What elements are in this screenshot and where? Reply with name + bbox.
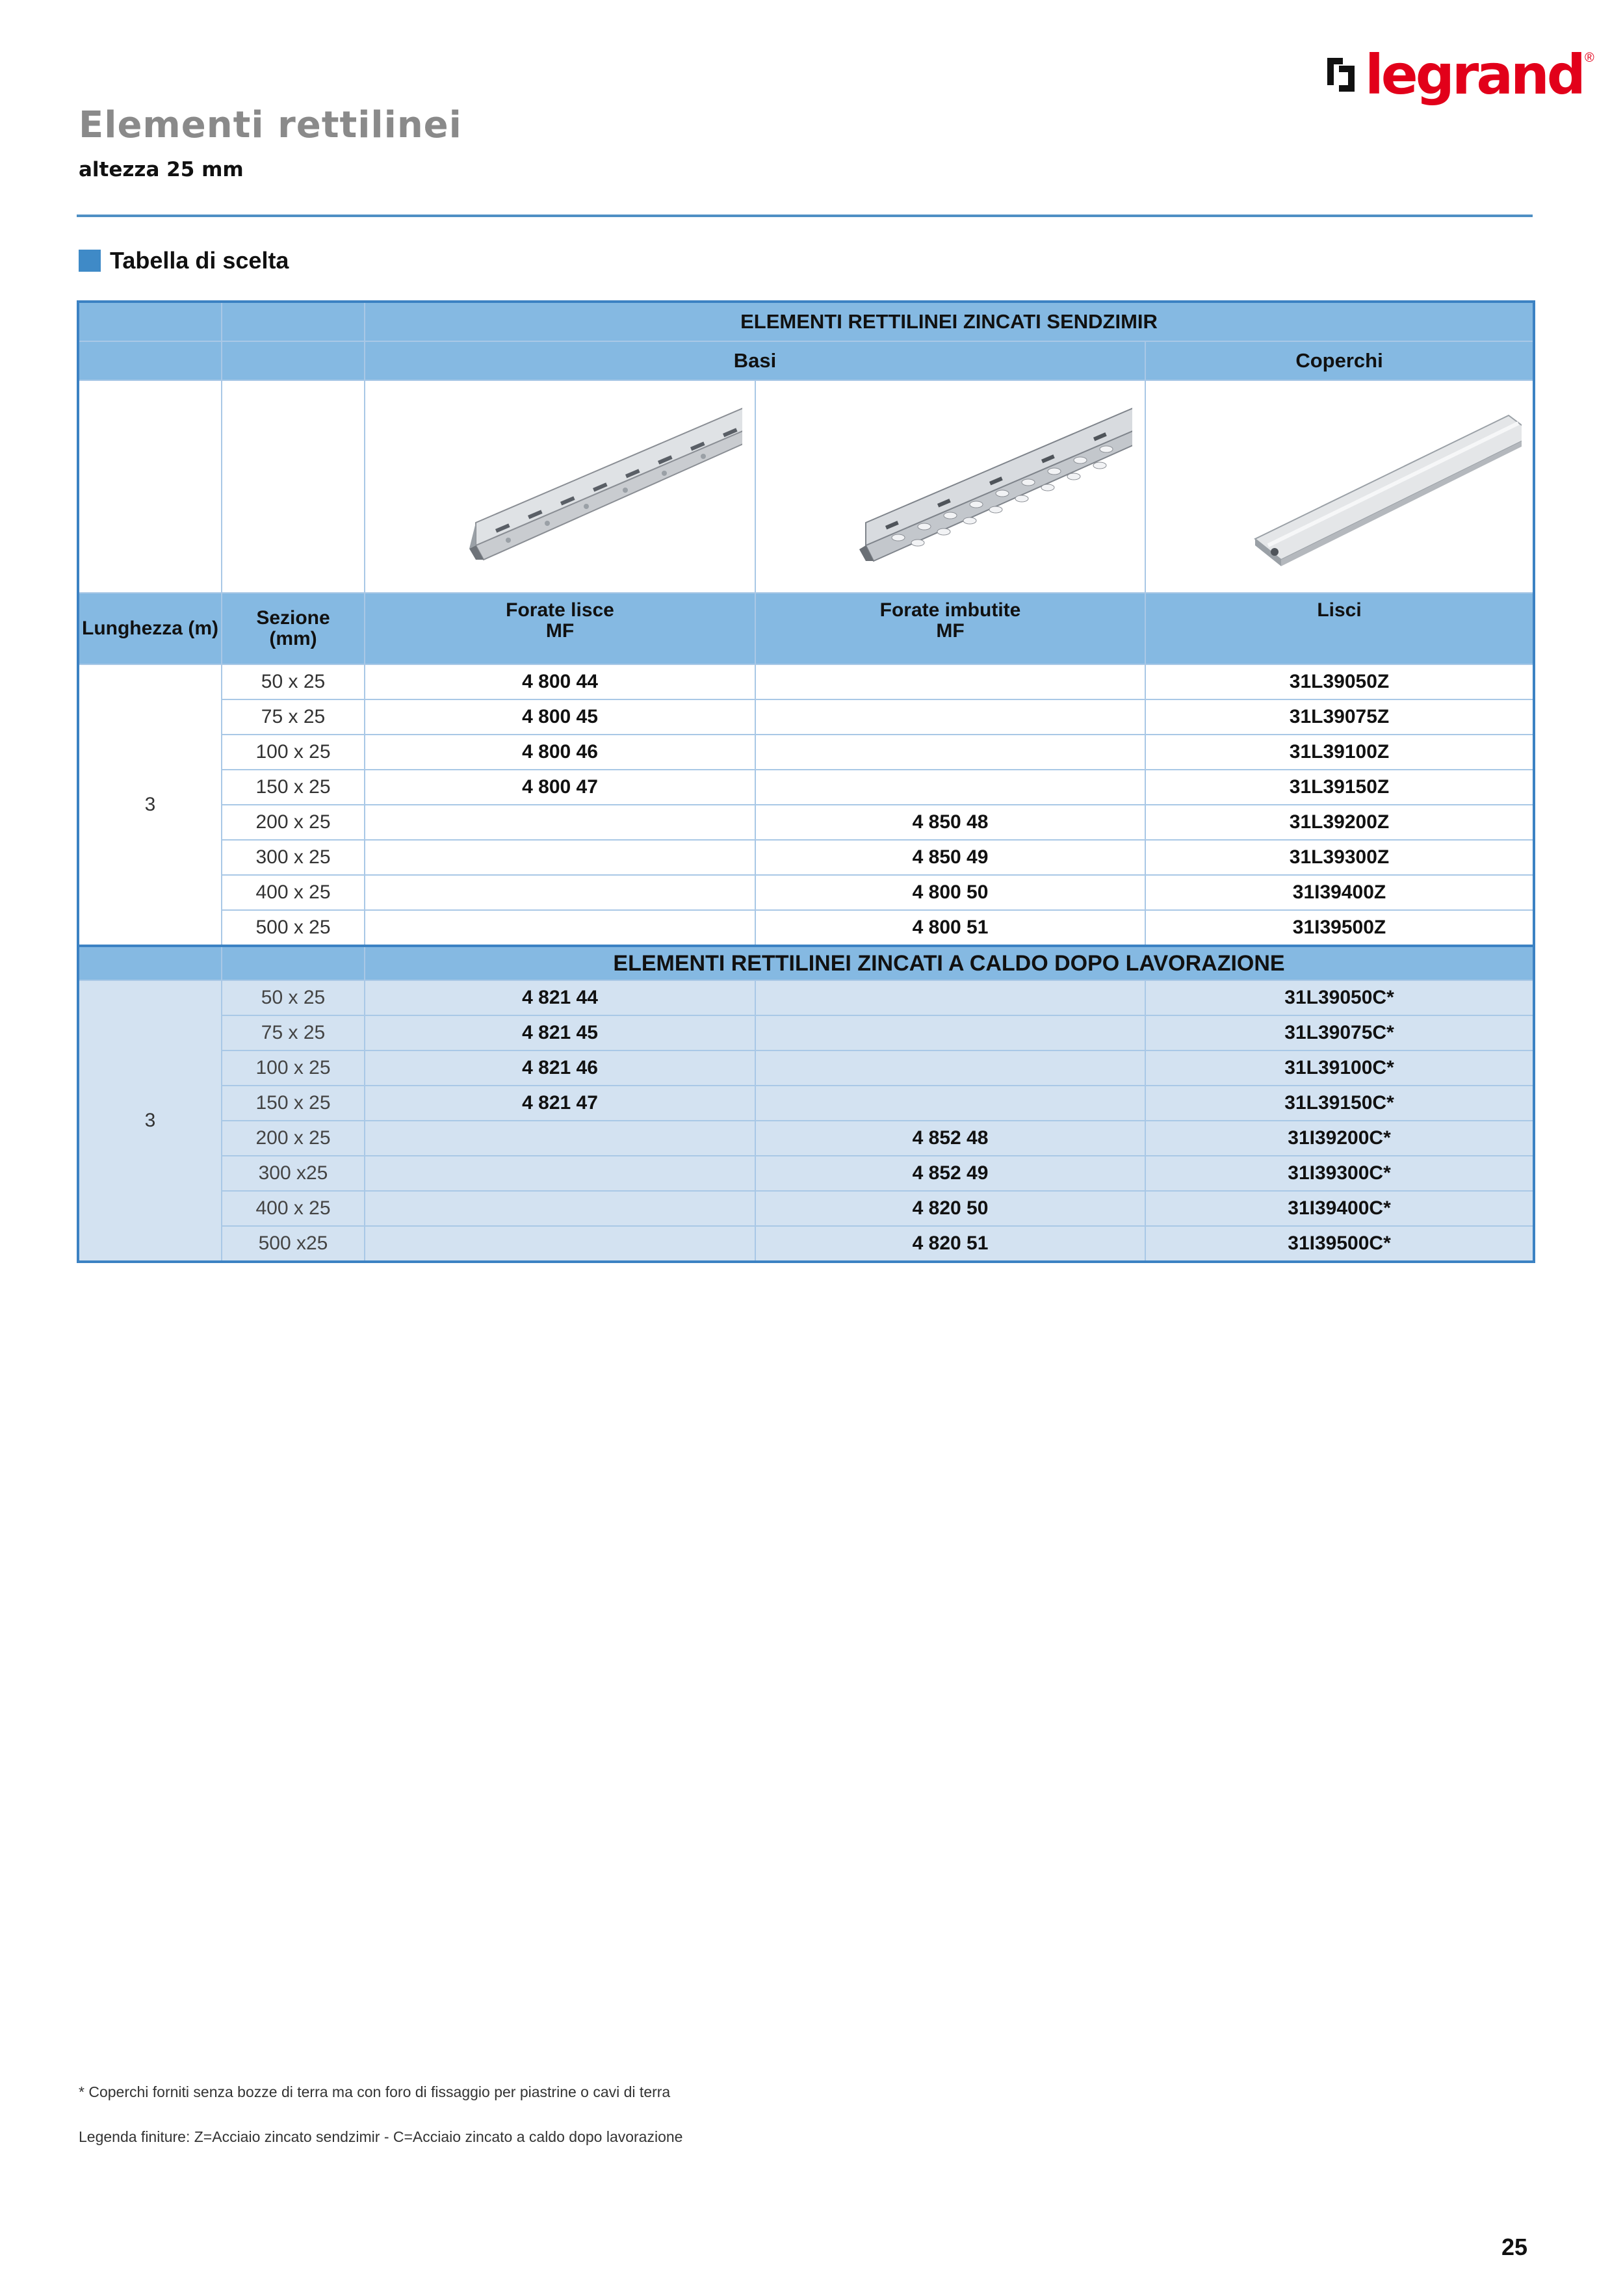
code-lisci: 31L39100Z: [1145, 735, 1534, 770]
code-forate-imbutite: 4 820 51: [755, 1226, 1145, 1262]
code-forate-lisce: [365, 1121, 755, 1156]
page-subtitle: altezza 25 mm: [79, 158, 244, 181]
table-row: [78, 805, 1534, 840]
code-forate-lisce: 4 821 47: [365, 1086, 755, 1121]
section-marker-icon: [79, 250, 101, 272]
code-lisci: 31I39200C*: [1145, 1121, 1534, 1156]
code-lisci: 31I39500C*: [1145, 1226, 1534, 1262]
table-row: [78, 875, 1534, 910]
section-cell: 500 x 25: [222, 910, 365, 946]
header-blank: [78, 946, 222, 980]
code-forate-imbutite: 4 800 51: [755, 910, 1145, 946]
code-forate-lisce: 4 821 46: [365, 1050, 755, 1086]
section-cell: 75 x 25: [222, 1015, 365, 1050]
table-row: [78, 770, 1534, 805]
code-lisci: 31I39300C*: [1145, 1156, 1534, 1191]
section-cell: 200 x 25: [222, 1121, 365, 1156]
section-cell: 50 x 25: [222, 664, 365, 699]
section-cell: 75 x 25: [222, 699, 365, 735]
title-divider: [77, 215, 1533, 217]
product-image-forate-lisce: [365, 380, 755, 593]
header-blank: [222, 946, 365, 980]
table-row: [78, 664, 1534, 699]
code-lisci: 31I39500Z: [1145, 910, 1534, 946]
code-forate-lisce: [365, 805, 755, 840]
selection-table: [77, 300, 1535, 1263]
section-cell: 150 x 25: [222, 770, 365, 805]
code-lisci: 31L39300Z: [1145, 840, 1534, 875]
brand-name: legrand: [1365, 43, 1583, 107]
col-lisci: Lisci: [1145, 593, 1534, 664]
table-row: [78, 840, 1534, 875]
header-blank: [78, 302, 222, 341]
code-forate-lisce: 4 821 45: [365, 1015, 755, 1050]
code-forate-imbutite: [755, 770, 1145, 805]
code-forate-imbutite: [755, 699, 1145, 735]
header-basi: Basi: [365, 341, 1145, 380]
code-lisci: 31L39150C*: [1145, 1086, 1534, 1121]
code-forate-imbutite: 4 852 48: [755, 1121, 1145, 1156]
footnote-coperchi: * Coperchi forniti senza bozze di terra ma con foro di fissaggio per piastrine o cavi di terra: [79, 2083, 671, 2100]
section-cell: 100 x 25: [222, 735, 365, 770]
section-cell: 500 x25: [222, 1226, 365, 1262]
image-blank: [78, 380, 222, 593]
col-sezione-line1: Sezione: [256, 607, 330, 629]
registered-mark: ®: [1584, 51, 1594, 65]
col-forate-lisce: [365, 593, 755, 664]
code-lisci: 31L39050Z: [1145, 664, 1534, 699]
code-lisci: 31L39075C*: [1145, 1015, 1534, 1050]
code-forate-imbutite: 4 820 50: [755, 1191, 1145, 1226]
code-forate-lisce: [365, 1191, 755, 1226]
code-forate-imbutite: [755, 1015, 1145, 1050]
length-cell: 3: [78, 980, 222, 1262]
table-row: [78, 699, 1534, 735]
col-lunghezza: Lunghezza (m): [78, 593, 222, 664]
product-image-coperchio: [1145, 380, 1534, 593]
code-forate-lisce: 4 800 46: [365, 735, 755, 770]
code-forate-lisce: [365, 1226, 755, 1262]
col-forate-imbutite-line1: Forate imbutite: [879, 599, 1021, 621]
header-blank: [222, 302, 365, 341]
col-forate-imbutite-line2: MF: [936, 620, 965, 642]
code-forate-lisce: [365, 1156, 755, 1191]
header-coperchi: Coperchi: [1145, 341, 1534, 380]
section-cell: 300 x25: [222, 1156, 365, 1191]
code-lisci: 31L39150Z: [1145, 770, 1534, 805]
table-row: [78, 980, 1534, 1015]
section-cell: 200 x 25: [222, 805, 365, 840]
code-lisci: 31L39100C*: [1145, 1050, 1534, 1086]
col-sezione-line2: (mm): [269, 628, 317, 649]
legrand-logo: [1326, 43, 1594, 107]
code-forate-lisce: 4 800 44: [365, 664, 755, 699]
section-cell: 50 x 25: [222, 980, 365, 1015]
table-row: [78, 1121, 1534, 1156]
col-forate-lisce-line1: Forate lisce: [506, 599, 614, 621]
tray-cover-icon: [1158, 389, 1522, 584]
code-forate-lisce: [365, 910, 755, 946]
table-row: [78, 910, 1534, 946]
table-row: [78, 1226, 1534, 1262]
code-forate-imbutite: [755, 980, 1145, 1015]
code-forate-imbutite: 4 800 50: [755, 875, 1145, 910]
code-forate-imbutite: [755, 664, 1145, 699]
header-blank: [222, 341, 365, 380]
code-lisci: 31L39050C*: [1145, 980, 1534, 1015]
table-row: [78, 1086, 1534, 1121]
footnote-legenda: Legenda finiture: Z=Acciaio zincato sendzimir - C=Acciaio zincato a caldo dopo lavorazione: [79, 2128, 683, 2145]
code-forate-imbutite: 4 852 49: [755, 1156, 1145, 1191]
table-title-caldo: ELEMENTI RETTILINEI ZINCATI A CALDO DOPO LAVORAZIONE: [365, 946, 1534, 980]
col-forate-imbutite: [755, 593, 1145, 664]
code-forate-lisce: 4 800 47: [365, 770, 755, 805]
section-cell: 100 x 25: [222, 1050, 365, 1086]
embossed-tray-icon: [768, 389, 1132, 584]
code-forate-imbutite: [755, 1086, 1145, 1121]
code-lisci: 31L39200Z: [1145, 805, 1534, 840]
section-cell: 400 x 25: [222, 875, 365, 910]
code-forate-lisce: [365, 875, 755, 910]
section-cell: 150 x 25: [222, 1086, 365, 1121]
page-title: Elementi rettilinei: [79, 104, 462, 146]
code-forate-lisce: [365, 840, 755, 875]
code-lisci: 31I39400C*: [1145, 1191, 1534, 1226]
image-blank: [222, 380, 365, 593]
length-cell: 3: [78, 664, 222, 946]
product-image-forate-imbutite: [755, 380, 1145, 593]
header-blank: [78, 341, 222, 380]
code-forate-lisce: 4 800 45: [365, 699, 755, 735]
code-forate-imbutite: [755, 1050, 1145, 1086]
code-lisci: 31L39075Z: [1145, 699, 1534, 735]
section-cell: 400 x 25: [222, 1191, 365, 1226]
page-number: 25: [1501, 2234, 1528, 2260]
col-forate-lisce-line2: MF: [545, 620, 575, 642]
table-title-sendzimir: ELEMENTI RETTILINEI ZINCATI SENDZIMIR: [365, 302, 1534, 341]
perforated-tray-icon: [378, 389, 742, 584]
code-forate-lisce: 4 821 44: [365, 980, 755, 1015]
table-row: [78, 1156, 1534, 1191]
code-forate-imbutite: 4 850 49: [755, 840, 1145, 875]
table-row: [78, 1015, 1534, 1050]
code-lisci: 31I39400Z: [1145, 875, 1534, 910]
table-row: [78, 735, 1534, 770]
code-forate-imbutite: 4 850 48: [755, 805, 1145, 840]
section-cell: 300 x 25: [222, 840, 365, 875]
legrand-mark-icon: [1326, 57, 1356, 93]
code-forate-imbutite: [755, 735, 1145, 770]
section-label: Tabella di scelta: [110, 247, 289, 274]
col-sezione: [222, 593, 365, 664]
section-heading: [79, 247, 289, 274]
table-row: [78, 1050, 1534, 1086]
table-row: [78, 1191, 1534, 1226]
